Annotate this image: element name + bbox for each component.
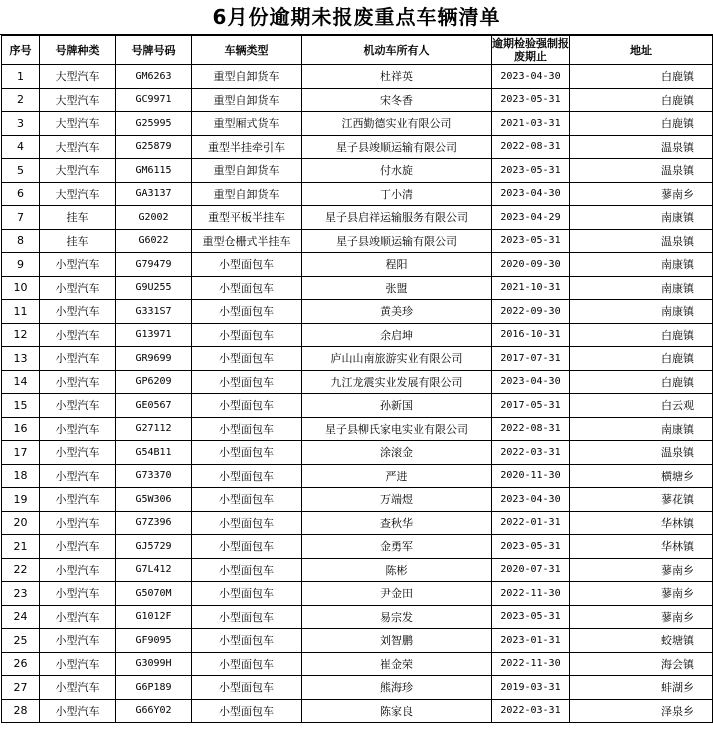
cell-plate-type: 小型汽车 [40,558,116,582]
cell-address: 泽泉乡 [570,699,713,723]
cell-vehicle-type: 重型厢式货车 [192,112,302,136]
cell-deadline: 2023-04-30 [492,65,570,89]
cell-plate-number: G6022 [116,229,192,253]
cell-index: 10 [2,276,40,300]
cell-deadline: 2017-07-31 [492,347,570,371]
cell-deadline: 2023-05-31 [492,229,570,253]
cell-plate-number: G1012F [116,605,192,629]
cell-deadline: 2023-05-31 [492,605,570,629]
cell-address: 白鹿镇 [570,370,713,394]
cell-address: 华林镇 [570,535,713,559]
cell-plate-type: 小型汽车 [40,582,116,606]
cell-plate-type: 大型汽车 [40,182,116,206]
cell-vehicle-type: 小型面包车 [192,676,302,700]
header-plate-number: 号牌号码 [116,36,192,65]
cell-plate-type: 小型汽车 [40,488,116,512]
cell-vehicle-type: 小型面包车 [192,441,302,465]
cell-plate-number: GE0567 [116,394,192,418]
cell-plate-type: 小型汽车 [40,370,116,394]
cell-plate-number: GJ5729 [116,535,192,559]
cell-owner: 余启坤 [302,323,492,347]
cell-index: 22 [2,558,40,582]
cell-plate-number: G5W306 [116,488,192,512]
cell-address: 蓼花镇 [570,488,713,512]
table-row [2,65,713,89]
cell-index: 18 [2,464,40,488]
cell-vehicle-type: 小型面包车 [192,605,302,629]
cell-deadline: 2020-07-31 [492,558,570,582]
cell-deadline: 2022-08-31 [492,417,570,441]
cell-owner: 张盟 [302,276,492,300]
header-index: 序号 [2,36,40,65]
cell-plate-number: G27112 [116,417,192,441]
cell-deadline: 2021-10-31 [492,276,570,300]
cell-address: 蓼南乡 [570,558,713,582]
cell-vehicle-type: 小型面包车 [192,558,302,582]
cell-vehicle-type: 小型面包车 [192,699,302,723]
cell-deadline: 2022-01-31 [492,511,570,535]
cell-owner: 星子县启祥运输服务有限公司 [302,206,492,230]
cell-plate-type: 挂车 [40,206,116,230]
table-row [2,182,713,206]
table-row [2,159,713,183]
table-row [2,441,713,465]
cell-vehicle-type: 小型面包车 [192,276,302,300]
cell-plate-type: 小型汽车 [40,464,116,488]
cell-plate-number: G25995 [116,112,192,136]
cell-plate-type: 小型汽车 [40,323,116,347]
cell-deadline: 2023-05-31 [492,88,570,112]
cell-owner: 付水旋 [302,159,492,183]
cell-vehicle-type: 小型面包车 [192,652,302,676]
table-header-row [2,36,713,65]
cell-plate-type: 小型汽车 [40,276,116,300]
cell-plate-type: 大型汽车 [40,159,116,183]
cell-owner: 易宗发 [302,605,492,629]
table-row [2,652,713,676]
header-plate-type: 号牌种类 [40,36,116,65]
cell-deadline: 2023-04-30 [492,370,570,394]
cell-vehicle-type: 小型面包车 [192,629,302,653]
cell-plate-type: 小型汽车 [40,652,116,676]
cell-index: 3 [2,112,40,136]
cell-plate-number: G6P189 [116,676,192,700]
cell-plate-type: 小型汽车 [40,605,116,629]
cell-owner: 星子县竣顺运输有限公司 [302,229,492,253]
cell-index: 23 [2,582,40,606]
cell-vehicle-type: 小型面包车 [192,347,302,371]
cell-deadline: 2016-10-31 [492,323,570,347]
cell-vehicle-type: 小型面包车 [192,582,302,606]
cell-address: 海会镇 [570,652,713,676]
cell-plate-number: G54B11 [116,441,192,465]
cell-index: 27 [2,676,40,700]
cell-plate-type: 小型汽车 [40,300,116,324]
cell-deadline: 2020-11-30 [492,464,570,488]
cell-plate-number: G79479 [116,253,192,277]
cell-owner: 庐山山南旅游实业有限公司 [302,347,492,371]
cell-plate-type: 小型汽车 [40,535,116,559]
cell-index: 28 [2,699,40,723]
cell-plate-type: 小型汽车 [40,511,116,535]
cell-plate-number: G7Z396 [116,511,192,535]
header-vehicle-type: 车辆类型 [192,36,302,65]
cell-address: 蓼南乡 [570,182,713,206]
cell-plate-type: 小型汽车 [40,253,116,277]
cell-vehicle-type: 重型平板半挂车 [192,206,302,230]
cell-vehicle-type: 小型面包车 [192,535,302,559]
cell-owner: 星子县柳氏家电实业有限公司 [302,417,492,441]
table-row [2,535,713,559]
cell-owner: 宋冬香 [302,88,492,112]
cell-plate-type: 大型汽车 [40,135,116,159]
cell-plate-type: 小型汽车 [40,417,116,441]
table-row [2,558,713,582]
cell-vehicle-type: 重型自卸货车 [192,88,302,112]
cell-plate-number: G25879 [116,135,192,159]
table-row [2,300,713,324]
cell-deadline: 2022-11-30 [492,582,570,606]
cell-deadline: 2022-09-30 [492,300,570,324]
cell-deadline: 2022-03-31 [492,441,570,465]
cell-address: 白鹿镇 [570,65,713,89]
header-address: 地址 [570,36,713,65]
cell-index: 1 [2,65,40,89]
cell-deadline: 2022-03-31 [492,699,570,723]
cell-plate-number: G7L412 [116,558,192,582]
cell-index: 14 [2,370,40,394]
table-row [2,511,713,535]
table-row [2,88,713,112]
cell-address: 白鹿镇 [570,323,713,347]
cell-index: 2 [2,88,40,112]
table-row [2,699,713,723]
table-row [2,370,713,394]
table-row [2,582,713,606]
cell-plate-type: 小型汽车 [40,394,116,418]
cell-plate-type: 挂车 [40,229,116,253]
vehicle-table [1,35,713,723]
cell-vehicle-type: 小型面包车 [192,417,302,441]
cell-plate-number: GR9699 [116,347,192,371]
cell-index: 24 [2,605,40,629]
cell-index: 16 [2,417,40,441]
cell-vehicle-type: 小型面包车 [192,253,302,277]
cell-owner: 万端煜 [302,488,492,512]
table-row [2,488,713,512]
cell-vehicle-type: 小型面包车 [192,300,302,324]
table-row [2,229,713,253]
cell-index: 19 [2,488,40,512]
cell-deadline: 2021-03-31 [492,112,570,136]
cell-address: 温泉镇 [570,135,713,159]
cell-vehicle-type: 重型仓栅式半挂车 [192,229,302,253]
cell-vehicle-type: 小型面包车 [192,488,302,512]
cell-owner: 丁小清 [302,182,492,206]
cell-vehicle-type: 重型自卸货车 [192,182,302,206]
cell-index: 13 [2,347,40,371]
cell-index: 11 [2,300,40,324]
cell-address: 南康镇 [570,206,713,230]
cell-owner: 星子县竣顺运输有限公司 [302,135,492,159]
cell-index: 5 [2,159,40,183]
cell-deadline: 2023-01-31 [492,629,570,653]
cell-index: 4 [2,135,40,159]
cell-owner: 刘智鹏 [302,629,492,653]
cell-address: 白云观 [570,394,713,418]
cell-plate-type: 小型汽车 [40,441,116,465]
cell-owner: 黄美珍 [302,300,492,324]
cell-plate-number: GF9095 [116,629,192,653]
cell-owner: 熊海珍 [302,676,492,700]
cell-index: 21 [2,535,40,559]
table-row [2,394,713,418]
cell-address: 白鹿镇 [570,112,713,136]
table-row [2,276,713,300]
cell-index: 9 [2,253,40,277]
cell-index: 25 [2,629,40,653]
table-row [2,605,713,629]
cell-deadline: 2023-04-30 [492,182,570,206]
cell-address: 蓼南乡 [570,605,713,629]
cell-plate-type: 小型汽车 [40,699,116,723]
cell-index: 8 [2,229,40,253]
cell-vehicle-type: 小型面包车 [192,323,302,347]
cell-plate-number: G66Y02 [116,699,192,723]
cell-address: 蓼南乡 [570,582,713,606]
cell-address: 南康镇 [570,253,713,277]
table-row [2,347,713,371]
cell-owner: 查秋华 [302,511,492,535]
table-row [2,464,713,488]
cell-plate-number: G331S7 [116,300,192,324]
cell-plate-number: GM6263 [116,65,192,89]
cell-owner: 崔金荣 [302,652,492,676]
cell-address: 温泉镇 [570,441,713,465]
cell-plate-number: GM6115 [116,159,192,183]
cell-deadline: 2022-08-31 [492,135,570,159]
cell-deadline: 2023-05-31 [492,159,570,183]
cell-owner: 陈家良 [302,699,492,723]
cell-plate-type: 小型汽车 [40,347,116,371]
cell-address: 华林镇 [570,511,713,535]
cell-plate-number: GP6209 [116,370,192,394]
cell-vehicle-type: 小型面包车 [192,511,302,535]
cell-address: 白鹿镇 [570,347,713,371]
cell-plate-number: G5070M [116,582,192,606]
header-owner: 机动车所有人 [302,36,492,65]
table-row [2,112,713,136]
cell-plate-type: 大型汽车 [40,65,116,89]
table-row [2,253,713,277]
table-row [2,135,713,159]
cell-deadline: 2019-03-31 [492,676,570,700]
cell-address: 蚌湖乡 [570,676,713,700]
table-row [2,629,713,653]
sheet-title: 6月份逾期未报废重点车辆清单 [0,0,713,35]
cell-plate-number: G9U255 [116,276,192,300]
cell-deadline: 2023-05-31 [492,535,570,559]
cell-address: 横塘乡 [570,464,713,488]
cell-address: 南康镇 [570,300,713,324]
cell-owner: 尹金田 [302,582,492,606]
cell-owner: 程阳 [302,253,492,277]
cell-deadline: 2020-09-30 [492,253,570,277]
cell-plate-type: 小型汽车 [40,676,116,700]
cell-vehicle-type: 小型面包车 [192,464,302,488]
cell-index: 15 [2,394,40,418]
cell-address: 温泉镇 [570,159,713,183]
cell-owner: 孙新国 [302,394,492,418]
cell-vehicle-type: 重型半挂牵引车 [192,135,302,159]
cell-index: 7 [2,206,40,230]
cell-owner: 严进 [302,464,492,488]
cell-plate-number: G73370 [116,464,192,488]
cell-owner: 杜祥英 [302,65,492,89]
cell-vehicle-type: 小型面包车 [192,370,302,394]
table-row [2,417,713,441]
cell-index: 20 [2,511,40,535]
cell-vehicle-type: 重型自卸货车 [192,159,302,183]
table-row [2,676,713,700]
cell-index: 6 [2,182,40,206]
cell-deadline: 2023-04-30 [492,488,570,512]
cell-plate-type: 大型汽车 [40,112,116,136]
cell-address: 蛟塘镇 [570,629,713,653]
cell-owner: 陈彬 [302,558,492,582]
cell-address: 温泉镇 [570,229,713,253]
cell-owner: 涂滚金 [302,441,492,465]
cell-plate-number: GA3137 [116,182,192,206]
cell-index: 26 [2,652,40,676]
cell-owner: 九江龙震实业发展有限公司 [302,370,492,394]
cell-index: 17 [2,441,40,465]
cell-vehicle-type: 小型面包车 [192,394,302,418]
cell-address: 白鹿镇 [570,88,713,112]
cell-index: 12 [2,323,40,347]
cell-plate-type: 大型汽车 [40,88,116,112]
cell-deadline: 2023-04-29 [492,206,570,230]
header-deadline: 逾期检验强制报废期止 [492,37,569,63]
cell-plate-number: GC9971 [116,88,192,112]
cell-deadline: 2022-11-30 [492,652,570,676]
cell-plate-number: G3099H [116,652,192,676]
cell-address: 南康镇 [570,417,713,441]
cell-plate-number: G2002 [116,206,192,230]
cell-plate-type: 小型汽车 [40,629,116,653]
cell-address: 南康镇 [570,276,713,300]
table-row [2,323,713,347]
cell-owner: 江西勤德实业有限公司 [302,112,492,136]
cell-vehicle-type: 重型自卸货车 [192,65,302,89]
cell-plate-number: G13971 [116,323,192,347]
cell-owner: 金勇军 [302,535,492,559]
cell-deadline: 2017-05-31 [492,394,570,418]
table-row [2,206,713,230]
